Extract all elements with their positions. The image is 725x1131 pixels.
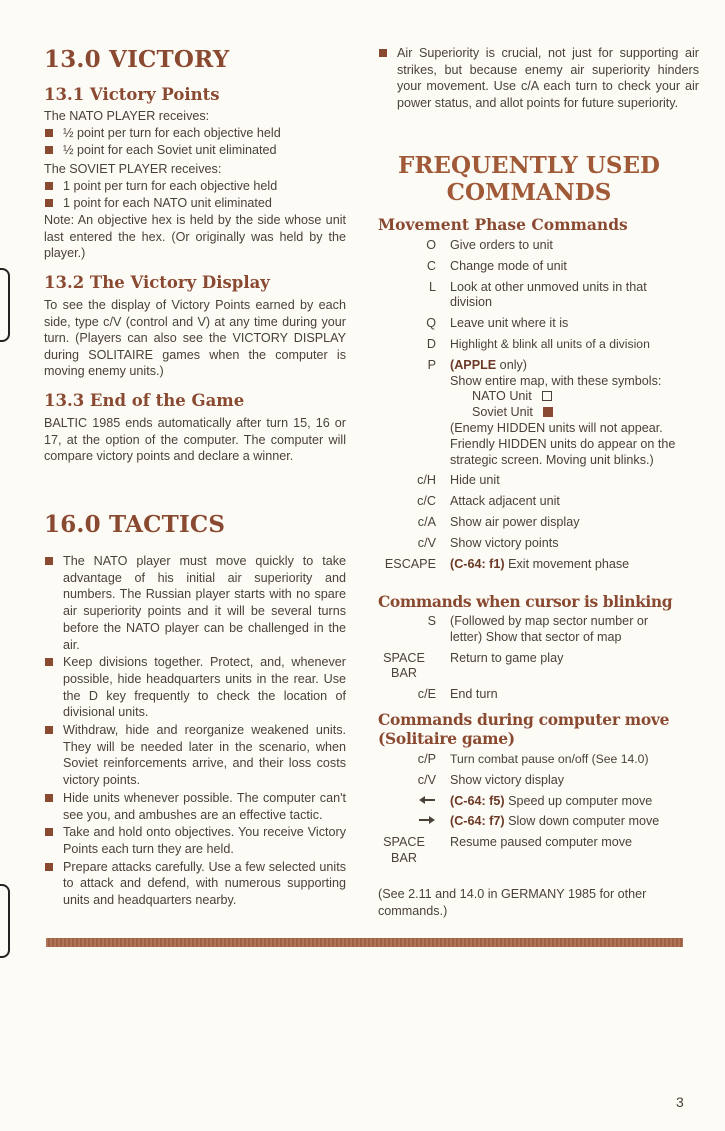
command-row: c/C Attack adjacent unit — [417, 494, 560, 509]
bullet-icon — [45, 182, 53, 190]
bullet-icon — [45, 794, 53, 802]
tactic-item: Keep divisions together. Protect, and, whenever possible, hide headquarters units in the rear. Use the D key frequently to check the location of divisional units. — [44, 654, 346, 721]
right-arrow-icon — [378, 814, 450, 830]
command-row: c/A Show air power display — [417, 514, 580, 529]
nato-unit-symbol-icon — [542, 391, 552, 401]
command-row-escape: ESCAPE (C-64: f1) Exit movement phase — [384, 556, 630, 571]
command-row-slow-down: (C-64: f7) Slow down computer move — [378, 814, 680, 830]
bullet-icon — [45, 199, 53, 207]
command-row: c/H Hide unit — [417, 473, 500, 488]
command-row: Q Leave unit where it is — [426, 316, 569, 331]
command-row: L Look at other unmoved units in that division — [428, 279, 647, 310]
tactic-item: Withdraw, hide and reorganize weakened units. They will be needed later in the scenario, when Soviet reinforcements arrive, and their loss costs victory points. — [44, 722, 346, 789]
page-number: 3 — [676, 1094, 684, 1110]
bullet-icon — [45, 557, 53, 565]
heading-tactics: 16.0 TACTICS — [44, 511, 226, 538]
heading-movement-commands: Movement Phase Commands — [378, 215, 628, 234]
soviet-unit-legend: Soviet Unit — [450, 405, 553, 421]
movement-commands — [378, 238, 680, 572]
heading-victory-points: 13.1 Victory Points — [44, 85, 220, 104]
heading-victory: 13.0 VICTORY — [44, 46, 230, 73]
display-text: To see the display of Victory Points earned by each side, type c/V (control and V) at any time during your turn. (Players can also see the VICTORY DISPLAY during SOLITAIRE games when the computer is moving enemy units.) — [44, 298, 346, 379]
bullet-icon — [45, 658, 53, 666]
nato-item: ½ point per turn for each objective held — [44, 125, 346, 142]
binder-mark-top — [0, 268, 10, 342]
command-row: D Highlight & blink all units of a division — [426, 336, 650, 351]
nato-item: ½ point for each Soviet unit eliminated — [44, 142, 346, 159]
heading-computer-move-commands: Commands during computer move (Solitaire game) — [378, 710, 670, 748]
heading-victory-display: 13.2 The Victory Display — [44, 273, 270, 292]
soviet-unit-symbol-icon — [543, 407, 553, 417]
heading-cursor-commands: Commands when cursor is blinking — [378, 592, 673, 611]
command-row: c/V Show victory points — [417, 535, 559, 550]
bullet-icon — [45, 726, 53, 734]
command-row: C Change mode of unit — [426, 258, 567, 273]
command-row-p: P (APPLE only) Show entire map, with these symbols: NATO Unit Soviet Unit (Enemy HIDDEN units will not appear. Friendly HIDDEN units do appear on the strategic screen. Moving unit blinks.) — [427, 357, 676, 467]
tactic-item: Prepare attacks carefully. Use a few selected units to attack and defend, with numerous supporting units and headquarters nearby. — [44, 859, 346, 909]
tactics-list — [44, 553, 346, 909]
command-row: c/E End turn — [417, 687, 498, 702]
command-row: SPACE BAR Return to game play — [383, 650, 564, 681]
end-text: BALTIC 1985 ends automatically after turn 15, 16 or 17, at the option of the computer. The computer will compare victory points and declare a winner. — [44, 416, 346, 464]
note-text: Note: An objective hex is held by the side whose unit last entered the hex. (Or originally was held by the player.) — [44, 213, 346, 261]
command-row-resume: SPACE BAR Resume paused computer move — [383, 835, 633, 865]
divider-bar — [46, 938, 683, 947]
command-row: c/P Turn combat pause on/off (See 14.0) — [417, 752, 649, 766]
command-row-speed-up: (C-64: f5) Speed up computer move — [378, 794, 680, 810]
computer-move-commands — [378, 752, 680, 867]
command-row: S (Followed by map sector number or letter) Show that sector of map — [427, 614, 649, 644]
left-arrow-icon — [378, 794, 450, 810]
cursor-commands — [378, 614, 680, 703]
bullet-icon — [45, 828, 53, 836]
tactic-item: Hide units whenever possible. The computer can't see you, and ambushes are an effective tactic. — [44, 790, 346, 823]
see-also-text: (See 2.11 and 14.0 in GERMANY 1985 for other commands.) — [378, 887, 647, 918]
air-superiority-bullet: Air Superiority is crucial, not just for supporting air strikes, but because enemy air superiority hinders your movement. Use c/A each turn to check your air power status, and allot points for future superiority. — [378, 45, 699, 112]
bullet-icon — [45, 146, 53, 154]
bullet-icon — [379, 49, 387, 57]
soviet-item: 1 point per turn for each objective held — [44, 178, 346, 195]
binder-mark-bottom — [0, 884, 10, 958]
nato-unit-legend: NATO Unit — [450, 389, 552, 405]
command-row: c/V Show victory display — [417, 772, 565, 787]
nato-receives: The NATO PLAYER receives: — [44, 109, 210, 123]
bullet-icon — [45, 863, 53, 871]
heading-end-game: 13.3 End of the Game — [44, 391, 245, 410]
soviet-receives: The SOVIET PLAYER receives: — [44, 162, 222, 176]
frequent-commands-title: FREQUENTLY USED COMMANDS — [397, 152, 660, 206]
command-row: O Give orders to unit — [426, 238, 553, 252]
bullet-icon — [45, 129, 53, 137]
tactic-item: Take and hold onto objectives. You receive Victory Points each turn they are held. — [44, 824, 346, 857]
soviet-item: 1 point for each NATO unit eliminated — [44, 195, 346, 212]
tactic-item: The NATO player must move quickly to take advantage of his initial air superiority and numbers. The Russian player starts with no spare air superiority points and it will be several turns before the NATO player can be challenged in the air. — [44, 553, 346, 653]
